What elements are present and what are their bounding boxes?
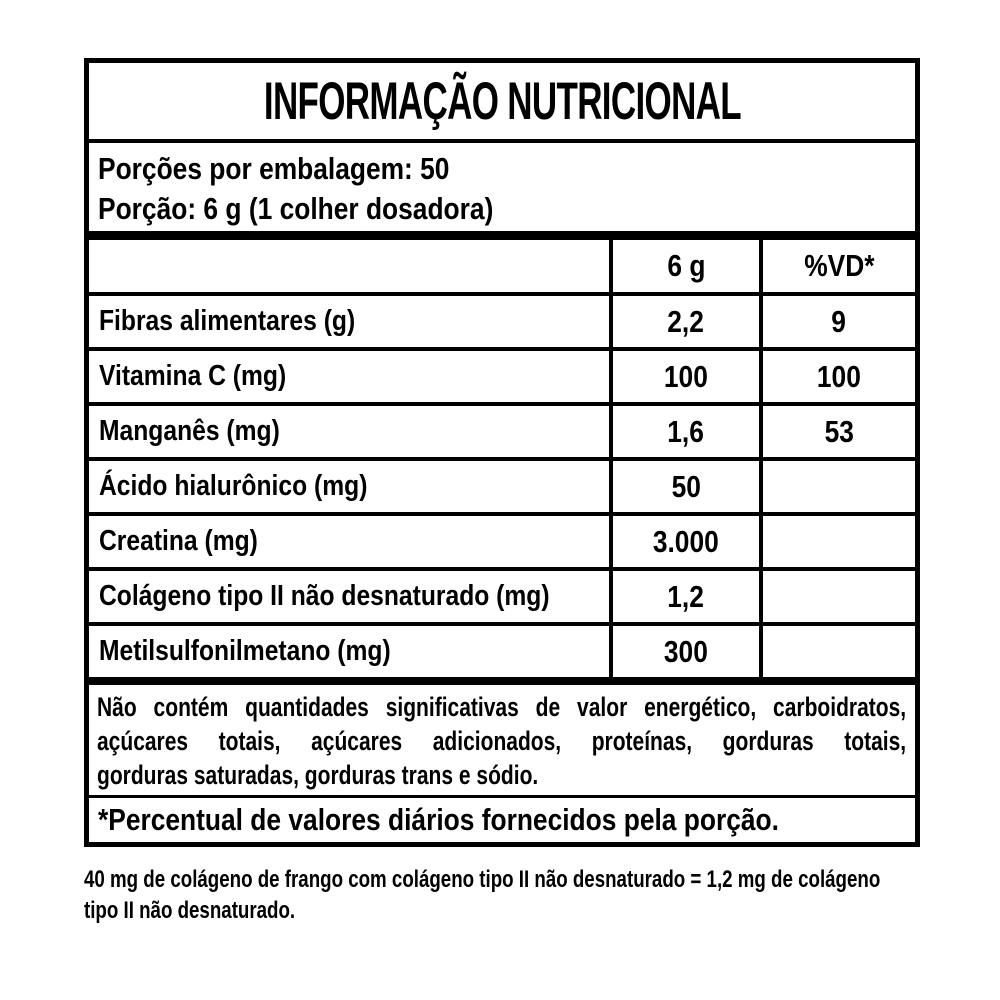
nutrient-dv <box>759 626 915 677</box>
servings-per-package: Porções por embalagem: 50 <box>98 151 450 186</box>
dv-footnote-section <box>89 795 915 842</box>
nutrient-amount: 300 <box>609 626 759 677</box>
table-row <box>89 622 915 677</box>
nutrient-dv <box>759 461 915 512</box>
serving-size: Porção: 6 g (1 colher dosadora) <box>98 191 494 226</box>
no-significant-line-2: açúcares totais, açúcares adicionados, proteínas, gorduras totais, <box>97 726 907 756</box>
nutrient-table <box>89 240 915 677</box>
nutrient-amount: 1,6 <box>609 406 759 457</box>
nutrient-name: Metilsulfonilmetano (mg) <box>99 635 391 667</box>
table-row <box>89 512 915 567</box>
nutrient-name: Fibras alimentares (g) <box>99 305 356 337</box>
nutrient-dv: 9 <box>759 296 915 347</box>
nutrient-name: Vitamina C (mg) <box>99 360 287 392</box>
package-footnote-line-2: tipo II não desnaturado. <box>84 897 296 924</box>
thick-divider-top <box>89 231 915 240</box>
table-row <box>89 292 915 347</box>
header-empty-cell <box>89 240 609 292</box>
nutrient-dv: 53 <box>759 406 915 457</box>
nutrient-name: Colágeno tipo II não desnaturado (mg) <box>99 580 550 612</box>
no-significant-line-1: Não contém quantidades significativas de valor energético, carboidratos, <box>97 692 907 722</box>
nutrient-amount: 100 <box>609 351 759 402</box>
nutrient-amount: 1,2 <box>609 571 759 622</box>
table-row <box>89 402 915 457</box>
nutrient-amount: 2,2 <box>609 296 759 347</box>
nutrition-label <box>84 58 920 847</box>
nutrient-dv <box>759 516 915 567</box>
nutrient-dv: 100 <box>759 351 915 402</box>
label-title: INFORMAÇÃO NUTRICIONAL <box>263 71 741 131</box>
nutrient-amount: 50 <box>609 461 759 512</box>
nutrient-dv <box>759 571 915 622</box>
package-footnote-line-1: 40 mg de colágeno de frango com colágeno tipo II não desnaturado = 1,2 mg de colágeno <box>84 866 881 893</box>
table-row <box>89 457 915 512</box>
label-title-section <box>89 63 915 143</box>
header-dv-cell: %VD* <box>759 240 915 292</box>
thick-divider-bottom <box>89 677 915 685</box>
dv-footnote: *Percentual de valores diários fornecidos pela porção. <box>98 802 779 837</box>
nutrient-name: Creatina (mg) <box>99 525 258 557</box>
no-significant-line-3: gorduras saturadas, gorduras trans e sódio. <box>97 760 539 790</box>
nutrient-amount: 3.000 <box>609 516 759 567</box>
table-row <box>89 567 915 622</box>
header-amount-cell: 6 g <box>609 240 759 292</box>
table-row <box>89 347 915 402</box>
nutrient-name: Ácido hialurônico (mg) <box>99 470 368 502</box>
package-footnote <box>84 864 984 926</box>
table-header-row <box>89 240 915 292</box>
nutrient-name: Manganês (mg) <box>99 415 280 447</box>
serving-info-section <box>89 143 915 231</box>
no-significant-note <box>89 685 915 795</box>
